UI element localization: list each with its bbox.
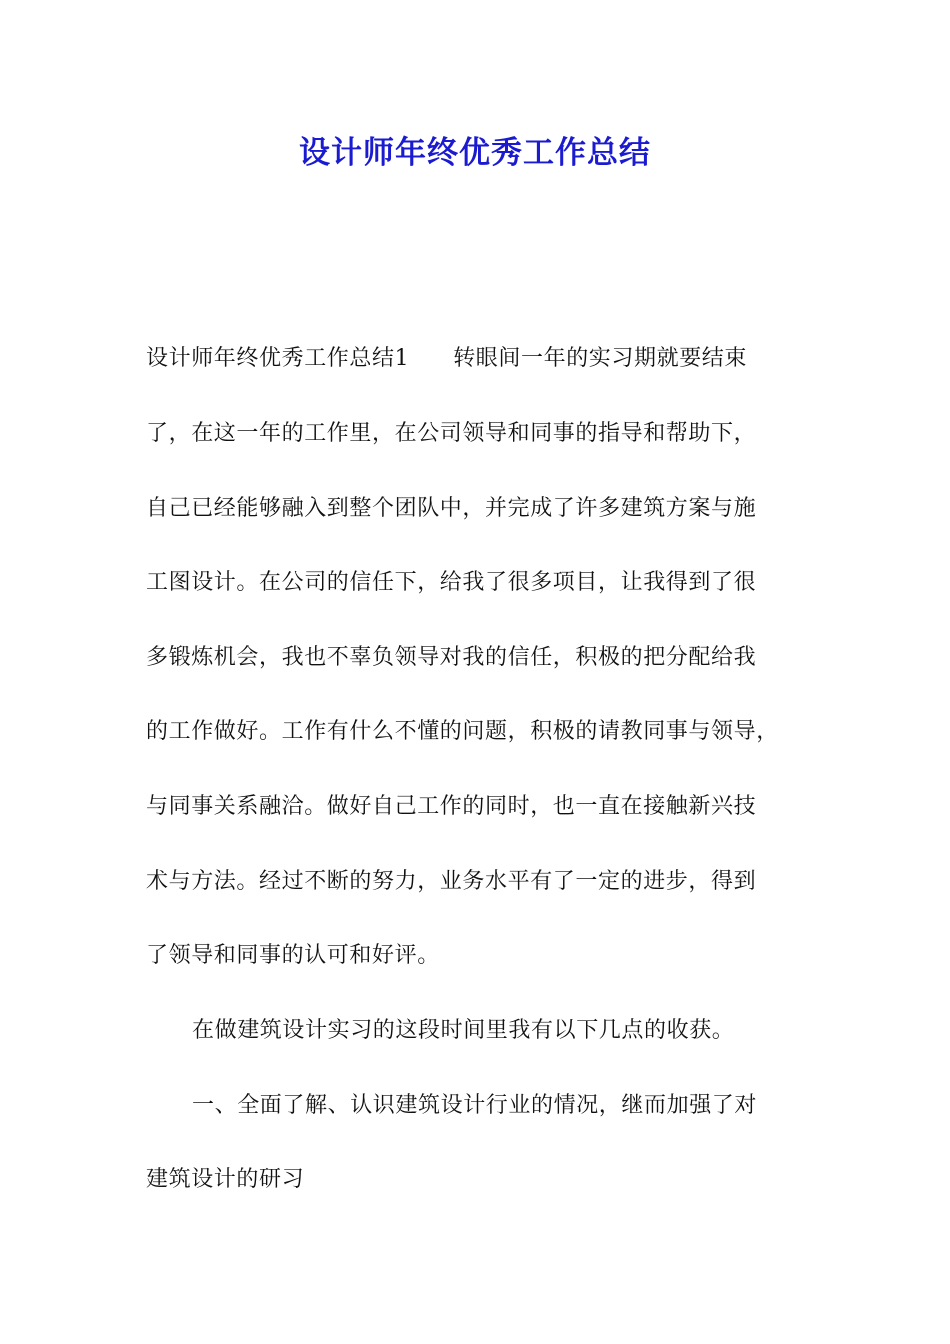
paragraph-line: 自己已经能够融入到整个团队中，并完成了许多建筑方案与施 [146, 496, 757, 521]
section-heading: 设计师年终优秀工作总结1 [146, 346, 410, 371]
document-title: 设计师年终优秀工作总结 [299, 135, 651, 171]
paragraph-line: 了领导和同事的认可和好评。 [146, 943, 440, 968]
paragraph-line: 工图设计。在公司的信任下，给我了很多项目，让我得到了很 [146, 570, 757, 595]
paragraph-line: 与同事关系融洽。做好自己工作的同时，也一直在接触新兴技 [146, 794, 757, 819]
paragraph-line: 术与方法。经过不断的努力，业务水平有了一定的进步，得到 [146, 869, 757, 894]
paragraph-line: 建筑设计的研习 [146, 1167, 305, 1192]
paragraph-line [146, 344, 747, 374]
paragraph-line: 了，在这一年的工作里，在公司领导和同事的指导和帮助下， [146, 421, 757, 446]
paragraph-line: 一、全面了解、认识建筑设计行业的情况，继而加强了对 [192, 1093, 758, 1118]
paragraph-line: 的工作做好。工作有什么不懂的问题，积极的请教同事与领导， [146, 719, 779, 744]
paragraph-line: 在做建筑设计实习的这段时间里我有以下几点的收获。 [192, 1018, 735, 1043]
paragraph-line: 多锻炼机会，我也不辜负领导对我的信任，积极的把分配给我 [146, 645, 757, 670]
paragraph-text: 转眼间一年的实习期就要结束 [453, 346, 748, 371]
